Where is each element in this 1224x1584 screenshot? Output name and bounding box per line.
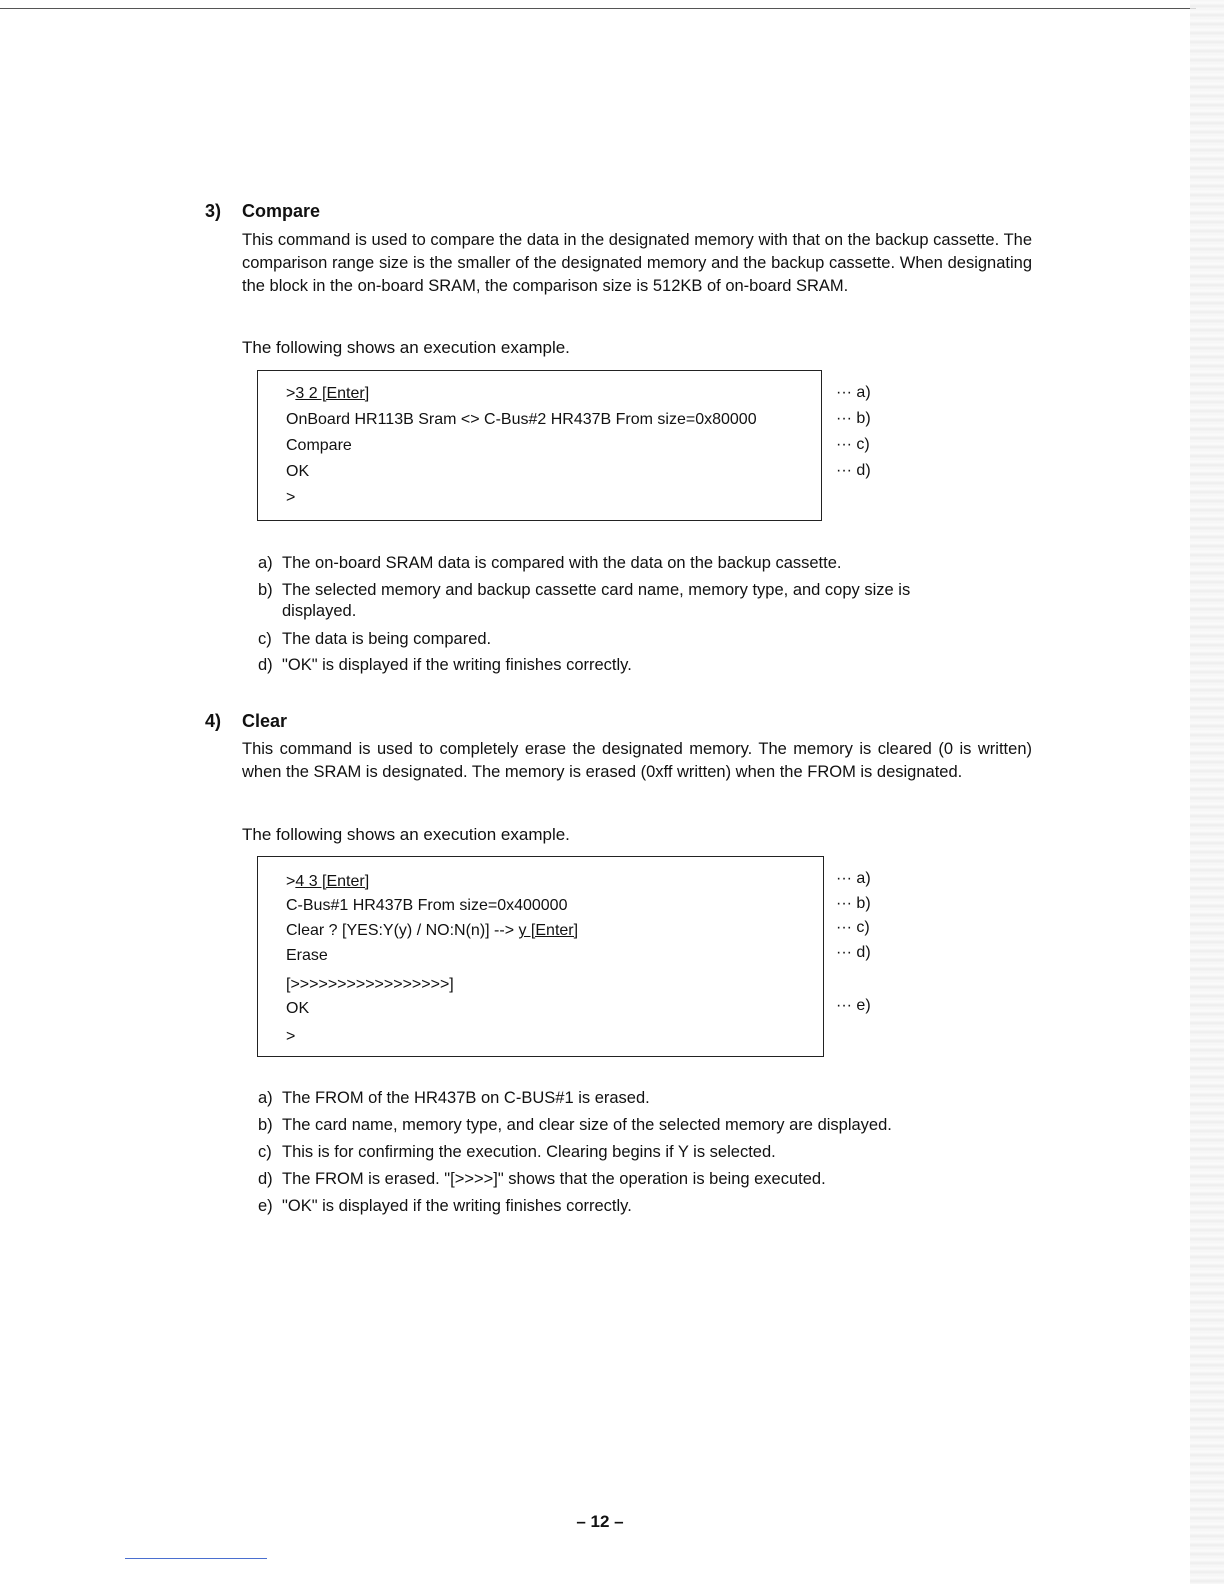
note-text: The on-board SRAM data is compared with the data on the backup cassette. [282,554,842,572]
clear-title: Clear [242,711,288,731]
note-label: d) [258,656,273,674]
clear-marker-d: ··· d) [836,944,871,961]
note-text: The selected memory and backup cassette card name, memory type, and copy size is [282,581,911,599]
compare-heading [205,201,320,222]
note-text: This is for confirming the execution. Clearing begins if Y is selected. [282,1143,776,1161]
note-label: d) [258,1170,273,1188]
clear-note-e [258,1196,998,1217]
clear-console-line-2: C-Bus#1 HR437B From size=0x400000 [286,897,568,914]
compare-example-intro: The following shows an execution example. [242,338,570,357]
user-input: 3 2 [Enter] [295,385,370,402]
user-input: y [Enter] [518,922,579,939]
clear-note-a [258,1088,998,1109]
compare-console-line-3: Compare [286,437,352,454]
compare-console-line-2: OnBoard HR113B Sram <> C-Bus#2 HR437B From size=0x80000 [286,411,757,428]
note-label: c) [258,1143,272,1161]
clear-number: 4) [205,711,222,731]
clear-marker-e: ··· e) [836,997,871,1014]
compare-marker-d: ··· d) [836,462,871,479]
compare-note-a [258,553,998,574]
note-label: e) [258,1197,273,1215]
clear-console-box [257,856,824,1057]
note-label: a) [258,554,273,572]
compare-console-line-5: > [286,489,296,506]
note-text: "OK" is displayed if the writing finishes correctly. [282,656,632,674]
top-rule [0,8,1196,9]
note-label: c) [258,630,272,648]
prompt: > [286,873,296,890]
user-input: 4 3 [Enter] [295,873,370,890]
note-text-continued: displayed. [282,602,357,620]
clear-console-line-7: > [286,1028,296,1045]
compare-marker-b: ··· b) [836,410,871,427]
scan-edge [1190,0,1224,1584]
note-text: The card name, memory type, and clear size of the selected memory are displayed. [282,1116,892,1134]
clear-console-line-4: Erase [286,947,328,964]
clear-note-c [258,1142,998,1163]
clear-console-line-6: OK [286,1000,310,1017]
compare-note-b [258,580,998,622]
clear-note-b [258,1115,1018,1136]
compare-console-line-4: OK [286,463,310,480]
clear-description: This command is used to completely erase the designated memory. The memory is cleared (0 is written) when the SRAM is designated. The memory is erased (0xff written) when the FROM is designated. [242,740,1032,781]
note-text: The data is being compared. [282,630,492,648]
clear-note-d [258,1169,998,1190]
note-text: The FROM of the HR437B on C-BUS#1 is erased. [282,1089,650,1107]
bottom-rule [125,1558,267,1559]
note-text: The FROM is erased. "[>>>>]" shows that the operation is being executed. [282,1170,826,1188]
compare-number: 3) [205,201,222,221]
compare-console-box [257,370,822,521]
clear-console-line-3 [286,922,578,940]
note-label: b) [258,1116,273,1134]
compare-marker-c: ··· c) [836,436,870,453]
note-label: a) [258,1089,273,1107]
compare-description: This command is used to compare the data in the designated memory with that on the backup cassette. The comparison range size is the smaller of the designated memory and the backup cassette. When designating the block in the on-board SRAM, the comparison size is 512KB of on-board SRAM. [242,231,1032,295]
clear-example-intro: The following shows an execution example. [242,825,570,844]
compare-console-line-1 [286,385,369,403]
page-number: – 12 – [576,1512,624,1531]
clear-console-line-5: [>>>>>>>>>>>>>>>>>] [286,976,454,993]
clear-marker-b: ··· b) [836,895,871,912]
compare-note-c [258,629,998,650]
note-label: b) [258,581,273,599]
compare-note-d [258,655,998,676]
clear-console-line-1 [286,873,369,891]
clear-marker-a: ··· a) [836,870,871,887]
clear-marker-c: ··· c) [836,919,870,936]
prompt: > [286,385,296,402]
note-text: "OK" is displayed if the writing finishes correctly. [282,1197,632,1215]
compare-title: Compare [242,201,321,221]
clear-heading [205,711,287,732]
compare-marker-a: ··· a) [836,384,871,401]
confirm-prompt: Clear ? [YES:Y(y) / NO:N(n)] --> [286,922,519,939]
